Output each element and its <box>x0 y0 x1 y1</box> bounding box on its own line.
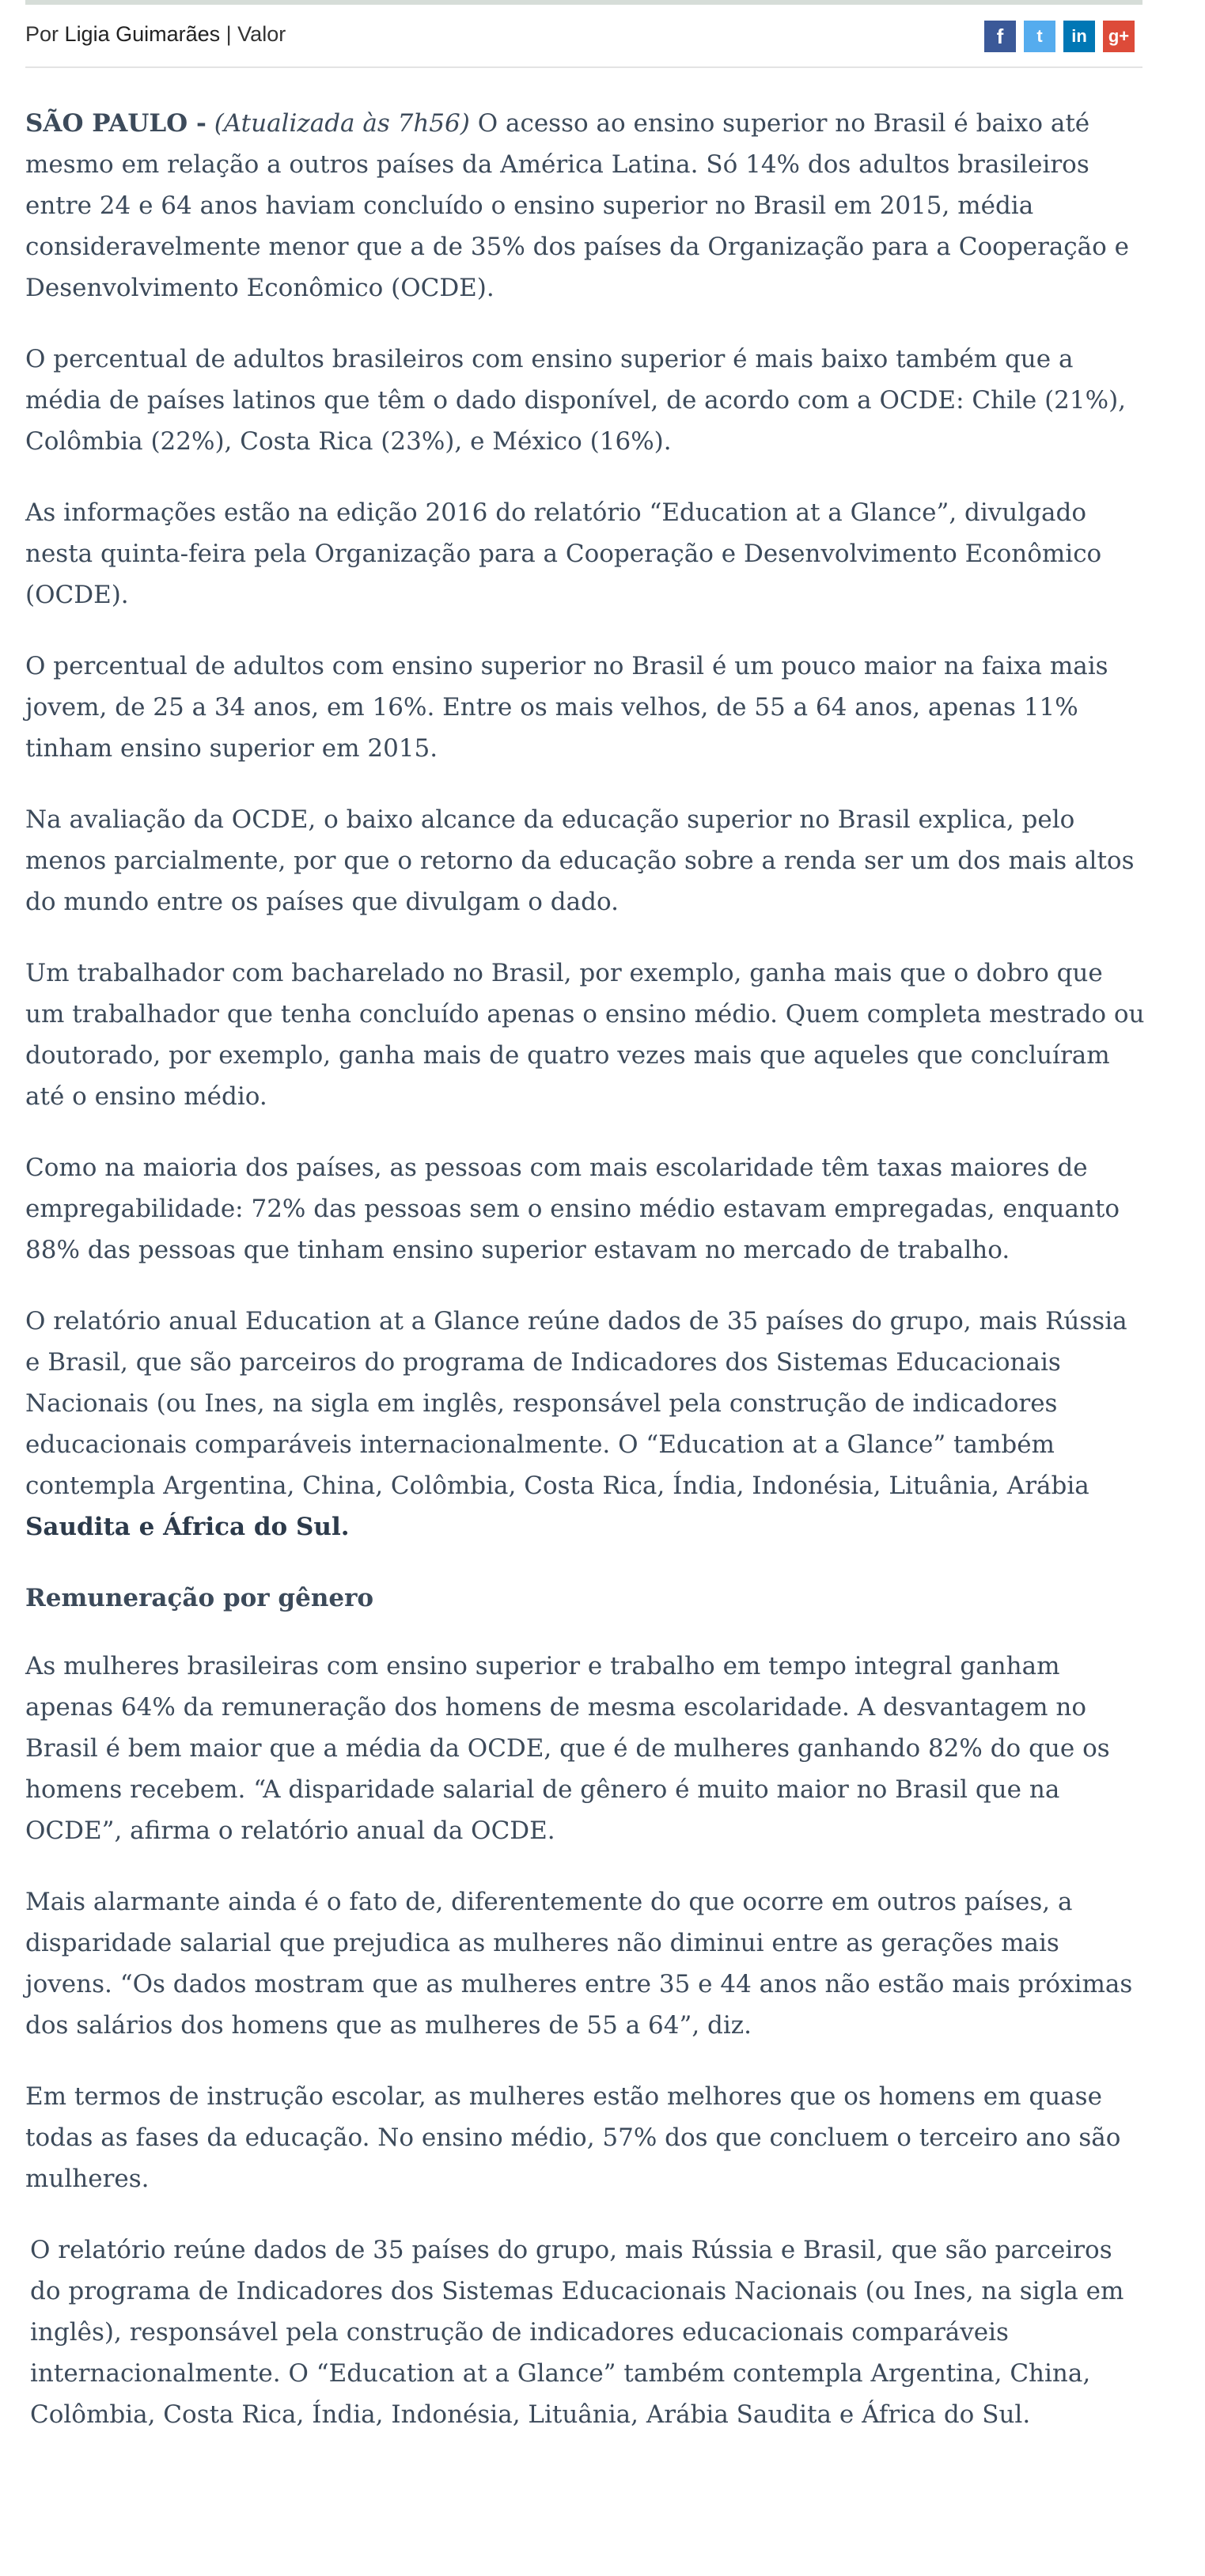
paragraph-6: Um trabalhador com bacharelado no Brasil, por exemplo, ganha mais que o dobro que um trabalhador que tenha concluído apenas o ensino médio. Quem completa mestrado ou doutorado, por exemplo, ganha mais de quatro vezes mais que aqueles que concluíram até o ensino médio. <box>25 959 1145 1111</box>
paragraph-2: O percentual de adultos brasileiros com ensino superior é mais baixo também que a média de países latinos que têm o dado disponível, de acordo com a OCDE: Chile (21%), Colômbia (22%), Costa Rica (23%), e México (16%). <box>25 345 1127 456</box>
paragraph-10: Mais alarmante ainda é o fato de, diferentemente do que ocorre em outros países, a disparidade salarial que prejudica as mulheres não diminui entre as gerações mais jovens. “Os dados mostram que as mulheres entre 35 e 44 anos não estão mais próximas dos salários dos homens que as mulheres de 55 a 64”, diz. <box>25 1888 1133 2040</box>
paragraph-12: O relatório reúne dados de 35 países do grupo, mais Rússia e Brasil, que são parceiros do programa de Indicadores dos Sistemas Educacionais Nacionais (ou Ines, na sigla em inglês), responsável pela construção de indicadores educacionais comparáveis internacionalmente. O “Education at a Glance” também contempla Argentina, China, Colômbia, Costa Rica, Índia, Indonésia, Lituânia, Arábia Saudita e África do Sul. <box>30 2236 1124 2429</box>
paragraph-3: As informações estão na edição 2016 do relatório “Education at a Glance”, divulgado nesta quinta-feira pela Organização para a Cooperação e Desenvolvimento Econômico (OCDE). <box>25 498 1102 609</box>
paragraph-9: As mulheres brasileiras com ensino superior e trabalho em tempo integral ganham apenas 64% da remuneração dos homens de mesma escolaridade. A desvantagem no Brasil é bem maior que a média da OCDE, que é de mulheres ganhando 82% do que os homens recebem. “A disparidade salarial de gênero é muito maior no Brasil que na OCDE”, afirma o relatório anual da OCDE. <box>25 1652 1110 1845</box>
paragraph-1-text: O acesso ao ensino superior no Brasil é baixo até mesmo em relação a outros países da América Latina. Só 14% dos adultos brasileiros entre 24 e 64 anos haviam concluído o ensino superior no Brasil em 2015, média consideravelmente menor que a de 35% dos países da Organização para a Cooperação e Desenvolvimento Econômico (OCDE). <box>25 109 1130 302</box>
paragraph-8-text: O relatório anual Education at a Glance reúne dados de 35 países do grupo, mais Rússia e Brasil, que são parceiros do programa de Indicadores dos Sistemas Educacionais Nacionais (ou Ines, na sigla em inglês, responsável pela construção de indicadores educacionais comparáveis internacionalmente. O “Education at a Glance” também contempla Argentina, China, Colômbia, Costa Rica, Índia, Indonésia, Lituânia, Arábia <box>25 1307 1127 1500</box>
byline-author[interactable]: Ligia Guimarães <box>64 22 221 46</box>
paragraph-1 <box>25 103 1149 309</box>
paragraph-7: Como na maioria dos países, as pessoas com mais escolaridade têm taxas maiores de empregabilidade: 72% das pessoas sem o ensino médio estavam empregadas, enquanto 88% das pessoas que tinham ensino superior estavam no mercado de trabalho. <box>25 1154 1120 1264</box>
paragraph-8-bold: Saudita e África do Sul. <box>25 1513 350 1541</box>
googleplus-icon[interactable]: g+ <box>1103 21 1135 52</box>
byline-bar <box>25 5 1142 68</box>
section-subheading: Remuneração por gênero <box>25 1584 374 1612</box>
paragraph-4: O percentual de adultos com ensino superior no Brasil é um pouco maior na faixa mais jovem, de 25 a 34 anos, em 16%. Entre os mais velhos, de 55 a 64 anos, apenas 11% tinham ensino superior em 2015. <box>25 652 1108 763</box>
facebook-icon[interactable]: f <box>984 21 1016 52</box>
paragraph-11: Em termos de instrução escolar, as mulheres estão melhores que os homens em quase todas as fases da educação. No ensino médio, 57% dos que concluem o terceiro ano são mulheres. <box>25 2082 1121 2193</box>
twitter-icon[interactable]: t <box>1024 21 1055 52</box>
byline-separator: | <box>220 22 238 46</box>
byline-outlet: Valor <box>237 22 286 46</box>
byline-prefix: Por <box>25 22 59 46</box>
article-body <box>25 103 1149 2465</box>
byline <box>25 22 286 47</box>
update-time: (Atualizada às 7h56) <box>214 109 470 138</box>
dateline: SÃO PAULO - <box>25 109 207 138</box>
paragraph-8 <box>25 1301 1149 1547</box>
share-buttons <box>984 21 1135 52</box>
linkedin-icon[interactable]: in <box>1063 21 1095 52</box>
paragraph-5: Na avaliação da OCDE, o baixo alcance da educação superior no Brasil explica, pelo menos parcialmente, por que o retorno da educação sobre a renda ser um dos mais altos do mundo entre os países que divulgam o dado. <box>25 805 1135 916</box>
